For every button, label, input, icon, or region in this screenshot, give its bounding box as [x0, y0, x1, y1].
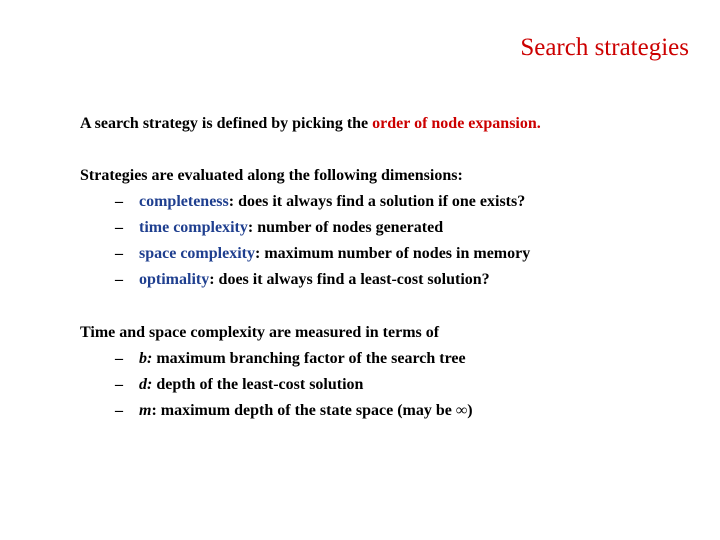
symbol-d: d: [139, 376, 153, 393]
measures-lead: Time and space complexity are measured in terms of [80, 324, 440, 341]
item-text: maximum branching factor of the search tree [152, 350, 466, 367]
slide-title: Search strategies [520, 34, 689, 61]
symbol-m: m [139, 402, 152, 419]
intro-paragraph [80, 111, 541, 137]
list-item [80, 215, 530, 241]
item-text: : number of nodes generated [247, 219, 444, 236]
list-item [80, 346, 473, 372]
dimensions-section [80, 163, 530, 293]
measures-section [80, 320, 473, 424]
list-item [80, 189, 530, 215]
list-item [80, 372, 473, 398]
bullet-dash: – [115, 402, 123, 419]
bullet-dash: – [115, 219, 123, 236]
item-text: : does it always find a least-cost solution? [209, 271, 490, 288]
term-optimality: optimality [139, 271, 210, 288]
bullet-dash: – [115, 193, 123, 210]
dimensions-lead: Strategies are evaluated along the following dimensions: [80, 167, 463, 184]
list-item [80, 267, 530, 293]
intro-text: A search strategy is defined by picking the [80, 115, 373, 132]
intro-highlight: order of node expansion. [372, 115, 541, 132]
item-text: : maximum number of nodes in memory [254, 245, 531, 262]
bullet-dash: – [115, 350, 123, 367]
term-time-complexity: time complexity [139, 219, 248, 236]
item-text: : does it always find a solution if one exists? [228, 193, 526, 210]
symbol-b: b: [139, 350, 153, 367]
item-text: : maximum depth of the state space (may be ∞) [151, 402, 473, 419]
list-item [80, 241, 530, 267]
term-space-complexity: space complexity [139, 245, 255, 262]
list-item [80, 398, 473, 424]
item-text: depth of the least-cost solution [152, 376, 364, 393]
bullet-dash: – [115, 271, 123, 288]
term-completeness: completeness [139, 193, 229, 210]
bullet-dash: – [115, 245, 123, 262]
bullet-dash: – [115, 376, 123, 393]
